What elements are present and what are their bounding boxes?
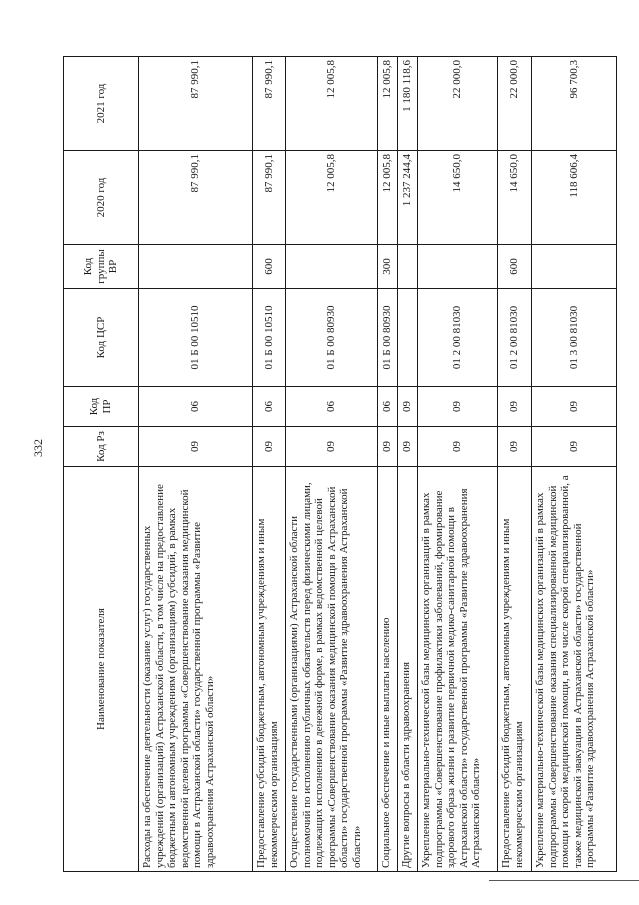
row-2020: 87 990,1 (253, 151, 286, 245)
row-2021: 87 990,1 (253, 57, 286, 151)
header-pr: Код ПР (64, 387, 139, 427)
row-csr: 01 2 00 81030 (498, 289, 532, 387)
row-2020: 12 005,8 (286, 151, 378, 245)
row-rz: 09 (378, 427, 398, 467)
row-vr (418, 245, 498, 289)
table-row (286, 57, 378, 872)
row-csr: 01 Б 00 10510 (253, 289, 286, 387)
row-vr (532, 245, 617, 289)
row-pr: 06 (139, 387, 253, 427)
rotated-table-wrapper (63, 57, 616, 872)
row-pr: 09 (498, 387, 532, 427)
row-2020: 1 237 244,4 (398, 151, 418, 245)
row-pr: 06 (286, 387, 378, 427)
row-csr: 01 Б 00 80930 (378, 289, 398, 387)
row-pr: 09 (418, 387, 498, 427)
row-rz: 09 (286, 427, 378, 467)
row-name: Расходы на обеспечение деятельности (оказание услуг) государственных учреждений (организаций) Астраханской области, в том числе на предоставление бюджетным и автономным учреждениям (организациям) субсидий, в рамках ведомственной целевой программы «Совершенствование оказания медицинской помощи в Астраханской области» государственной программы «Развитие здравоохранения Астраханской области» (139, 467, 253, 872)
header-rz: Код Рз (64, 427, 139, 467)
row-csr: 01 3 00 81030 (532, 289, 617, 387)
row-name: Предоставление субсидий бюджетным, автономным учреждениям и иным некоммерческим организациям (253, 467, 286, 872)
row-2021: 12 005,8 (286, 57, 378, 151)
footer-divider (489, 880, 639, 881)
header-row (64, 57, 139, 872)
row-2021: 1 180 118,6 (398, 57, 418, 151)
header-2020: 2020 год (64, 151, 139, 245)
header-csr: Код ЦСР (64, 289, 139, 387)
row-2020: 14 650,0 (498, 151, 532, 245)
page-number: 332 (31, 439, 45, 457)
header-vr: Код группы ВР (64, 245, 139, 289)
table-row (498, 57, 532, 872)
row-vr: 300 (378, 245, 398, 289)
row-2021: 12 005,8 (378, 57, 398, 151)
row-2020: 12 005,8 (378, 151, 398, 245)
row-vr (139, 245, 253, 289)
row-vr (398, 245, 418, 289)
row-rz: 09 (498, 427, 532, 467)
table-row (378, 57, 398, 872)
row-csr: 01 Б 00 80930 (286, 289, 378, 387)
table-row (398, 57, 418, 872)
row-name: Укрепление материально-технической базы медицинских организаций в рамках подпрограммы «Совершенствование оказания специализированной медицинской помощи и скорой медицинской помощи, в том числе скорой специализированной, а также медицинской эвакуации в Астраханской области» государственной программы «Развитие здравоохранения Астраханской области» (532, 467, 617, 872)
row-rz: 09 (139, 427, 253, 467)
row-pr: 09 (398, 387, 418, 427)
table-row (253, 57, 286, 872)
row-2020: 14 650,0 (418, 151, 498, 245)
row-2020: 87 990,1 (139, 151, 253, 245)
row-pr: 09 (532, 387, 617, 427)
row-2021: 22 000,0 (418, 57, 498, 151)
row-csr: 01 2 00 81030 (418, 289, 498, 387)
row-pr: 06 (253, 387, 286, 427)
header-name: Наименование показателя (64, 467, 139, 872)
row-name: Предоставление субсидий бюджетным, автономным учреждениям и иным некоммерческим организациям (498, 467, 532, 872)
row-rz: 09 (398, 427, 418, 467)
row-2020: 118 606,4 (532, 151, 617, 245)
row-csr (398, 289, 418, 387)
row-pr: 06 (378, 387, 398, 427)
row-rz: 09 (253, 427, 286, 467)
table-row (418, 57, 498, 872)
row-2021: 87 990,1 (139, 57, 253, 151)
row-vr: 600 (253, 245, 286, 289)
row-name: Социальное обеспечение и иные выплаты населению (378, 467, 398, 872)
row-2021: 22 000,0 (498, 57, 532, 151)
row-rz: 09 (418, 427, 498, 467)
table-row (532, 57, 617, 872)
row-rz: 09 (532, 427, 617, 467)
budget-table (63, 56, 617, 872)
row-vr: 600 (498, 245, 532, 289)
row-name: Другие вопросы в области здравоохранения (398, 467, 418, 872)
row-name: Укрепление материально-технической базы медицинских организаций в рамках подпрограммы «Совершенствование профилактики заболеваний, формирование здорового образа жизни и развитие первичной медико-санитарной помощи в Астраханской области» государственной программы «Развитие здравоохранения Астраханской области» (418, 467, 498, 872)
row-vr (286, 245, 378, 289)
row-name: Осуществление государственными (организациями) Астраханской области полномочий по исполнению публичных обязательств перед физическими лицами, подлежащих исполнению в денежной форме, в рамках ведомственной целевой программы «Совершенствование оказания медицинской помощи в Астраханской области» государственной программы «Развитие здравоохранения Астраханской области» (286, 467, 378, 872)
row-2021: 96 700,3 (532, 57, 617, 151)
row-csr: 01 Б 00 10510 (139, 289, 253, 387)
table-row (139, 57, 253, 872)
header-2021: 2021 год (64, 57, 139, 151)
